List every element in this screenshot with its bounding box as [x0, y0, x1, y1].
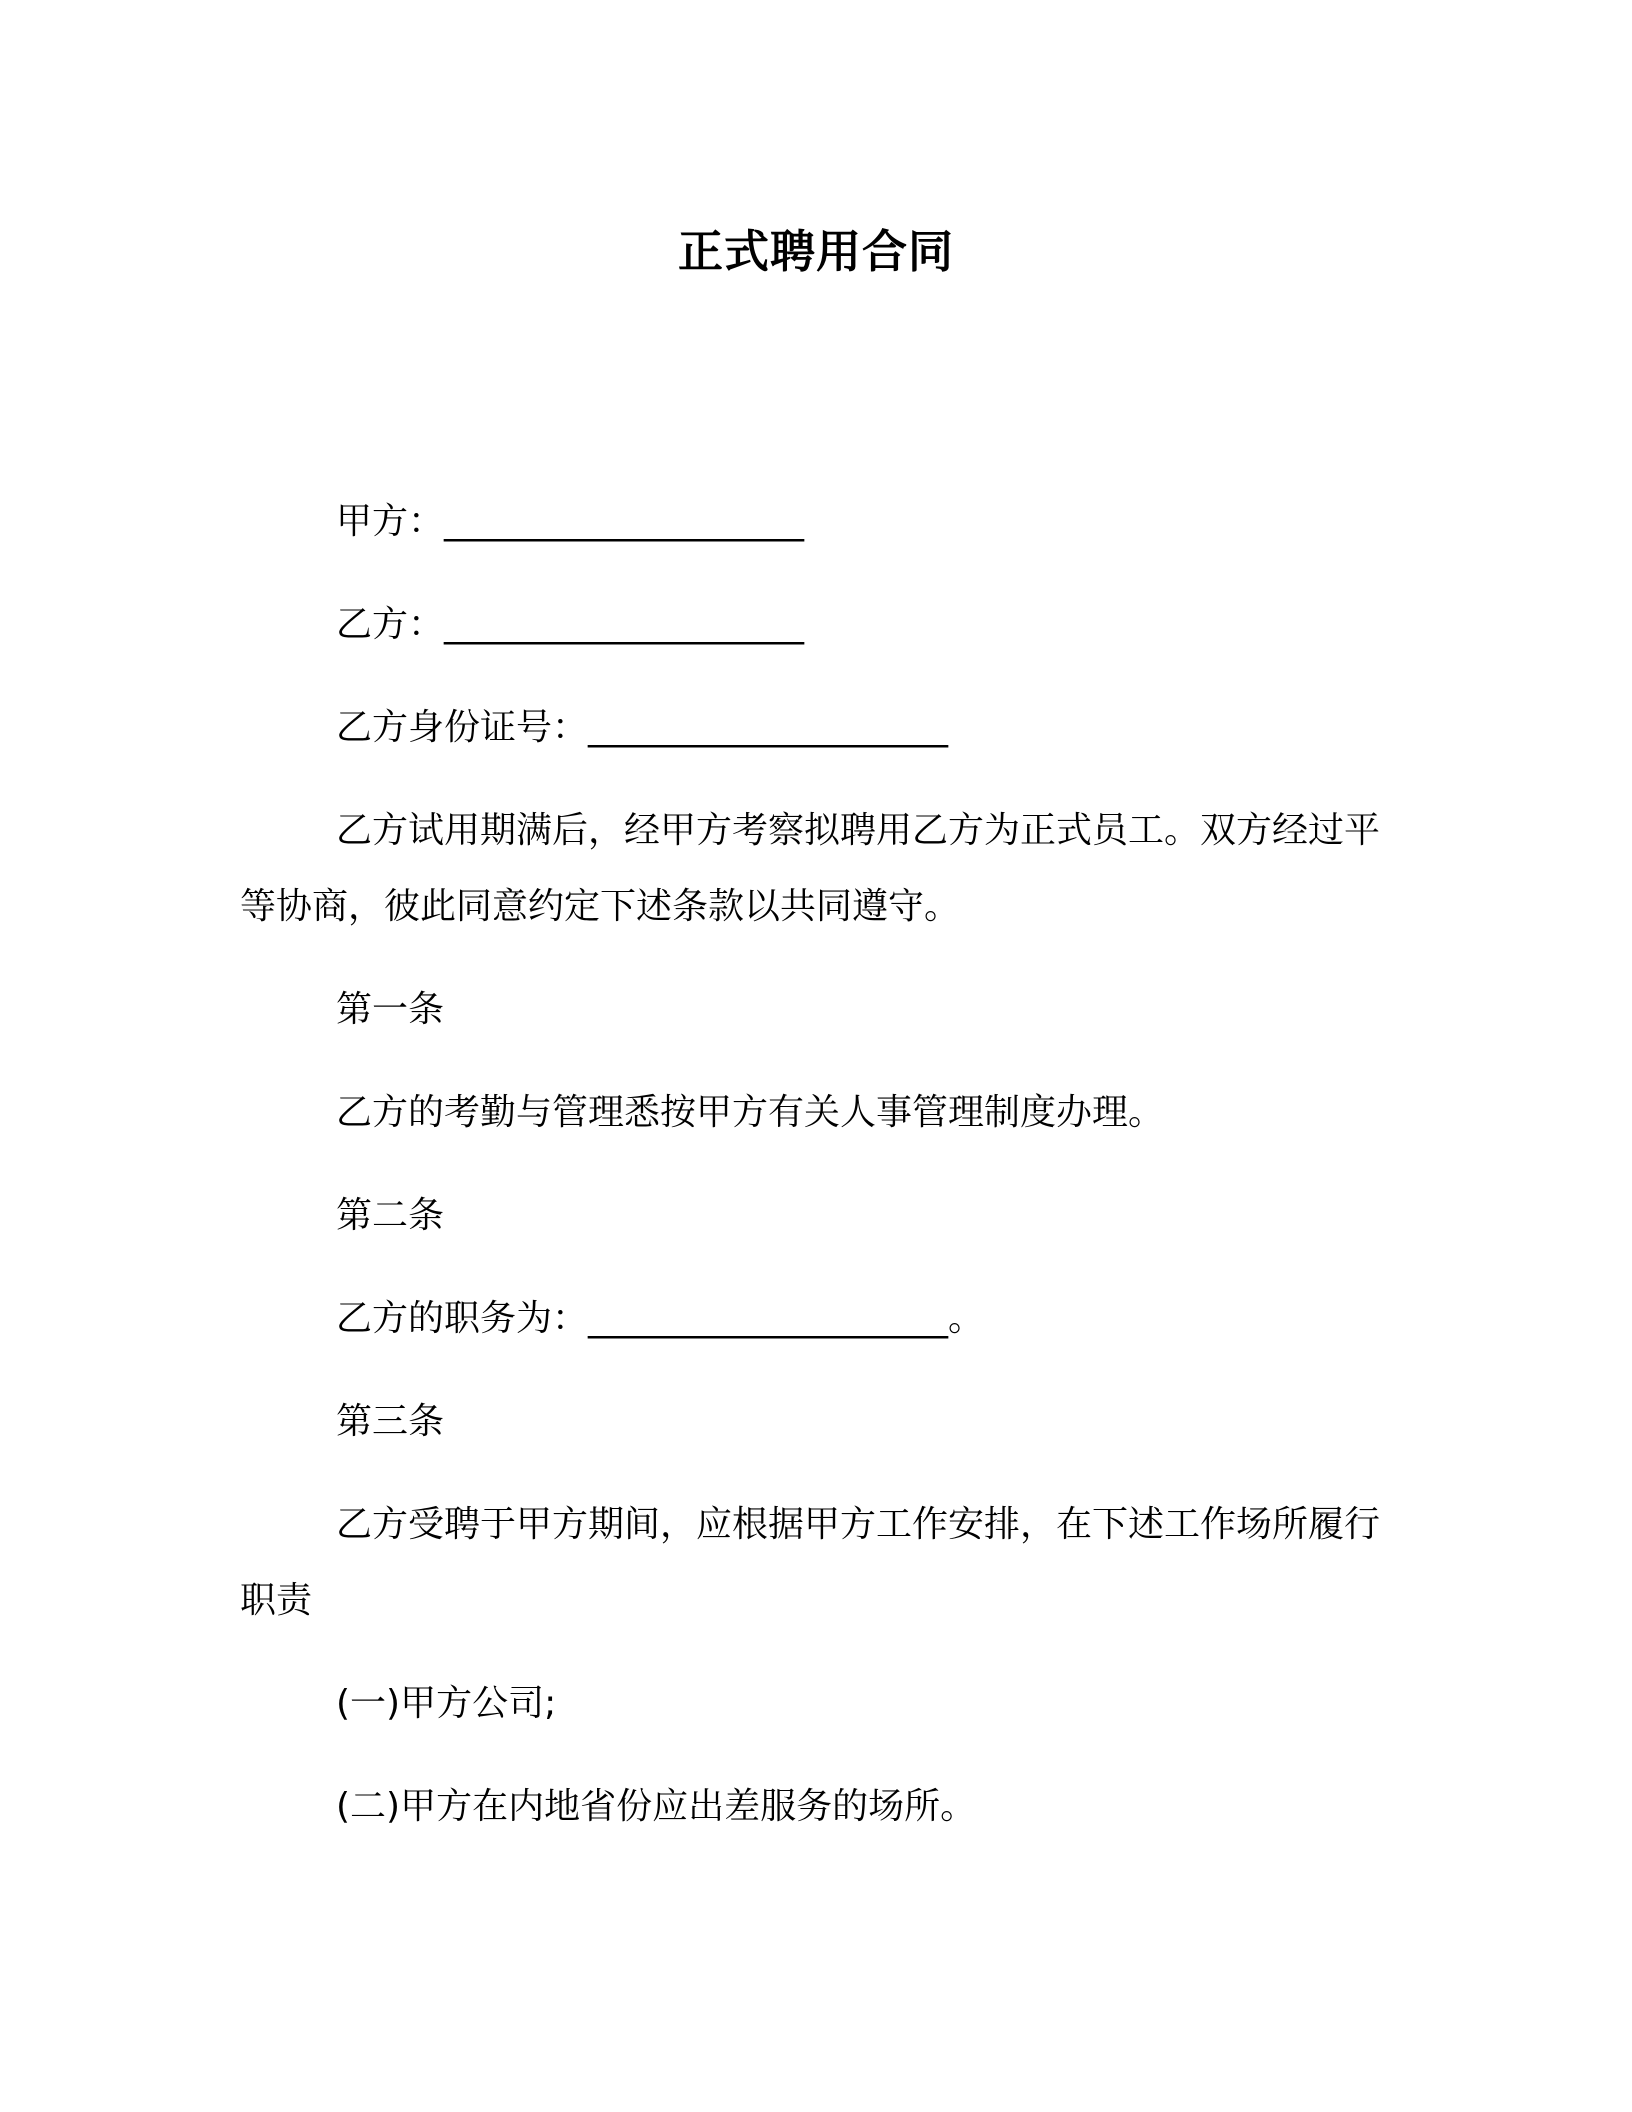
intro-paragraph: 乙方试用期满后，经甲方考察拟聘用乙方为正式员工。双方经过平等协商，彼此同意约定下述条款以共同遵守。: [240, 810, 1381, 927]
article-2-text: 乙方的职务为：____________________。: [336, 1298, 985, 1339]
article-3-item-1: (一)甲方公司;: [336, 1683, 557, 1724]
article-2-heading: 第二条: [336, 1195, 445, 1236]
document-title: 正式聘用合同: [677, 225, 954, 278]
article-3-text: 乙方受聘于甲方期间，应根据甲方工作安排，在下述工作场所履行职责: [240, 1504, 1381, 1621]
party-b-id-line: 乙方身份证号：____________________: [336, 707, 949, 748]
article-3-item-2: (二)甲方在内地省份应出差服务的场所。: [336, 1786, 977, 1827]
article-1-heading: 第一条: [336, 989, 445, 1030]
article-3-heading: 第三条: [336, 1401, 445, 1442]
party-b-line: 乙方：____________________: [336, 604, 805, 645]
article-1-text: 乙方的考勤与管理悉按甲方有关人事管理制度办理。: [336, 1092, 1165, 1133]
party-a-line: 甲方：____________________: [336, 501, 805, 542]
